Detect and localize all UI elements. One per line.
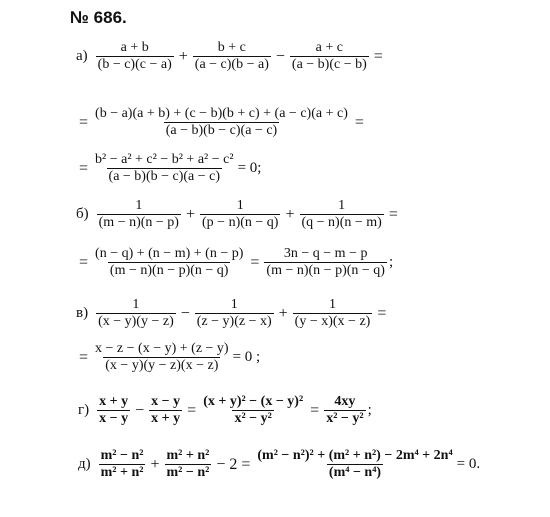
fraction: $\frac{1}{(p - n)(n - q)}$ — [202, 198, 279, 230]
fraction: $\frac{\text{(m² − n²)² + (m² + n²) − 2m⁴ + 2n⁴}}{\text{(m⁴ − n⁴)}}$ — [257, 448, 453, 480]
part-b-line-2 — [76, 246, 393, 279]
result-text: ; — [388, 254, 394, 270]
part-b-label: б) — [76, 206, 89, 222]
part-b-line-1 — [76, 198, 401, 231]
result-text: ; — [367, 402, 372, 418]
operator: − — [275, 47, 285, 65]
equals-sign: = — [79, 113, 89, 131]
part-a-label: а) — [76, 48, 88, 64]
fraction: $\frac{(b - a)(a + b) + (c - b)(b + c) + (a - c)(a + c)}{(a - b)(b - c)(a - c)}$ — [95, 106, 348, 138]
part-v-label: в) — [76, 305, 89, 321]
fraction: $\frac{3n - q - m - p}{(m - n)(n - p)(n - q)}$ — [266, 246, 385, 278]
fraction: $\frac{4xy}{\text{x² − y²}}$ — [326, 394, 364, 426]
part-v-line-2 — [76, 341, 260, 374]
fraction: $\frac{\text{m² + n²}}{\text{m² − n²}}$ — [166, 448, 210, 480]
fraction: $\frac{\text{(x + y)² − (x − y)²}}{\text{x² − y²}}$ — [203, 394, 304, 426]
fraction: $\frac{1}{(q - n)(n - m)}$ — [301, 198, 382, 230]
equals-sign: = — [373, 47, 383, 65]
equals-sign: = — [187, 401, 197, 419]
operator: + — [285, 205, 295, 223]
equals-sign: = — [79, 253, 89, 271]
fraction: $\frac{x - z - (x - y) + (z - y)}{(x - y)(y - z)(x - z)}$ — [95, 341, 229, 373]
problem-number: № 686. — [70, 8, 127, 27]
result-text: = 0; — [237, 160, 262, 176]
equals-sign: = — [354, 113, 364, 131]
fraction: $\frac{a + b}{(b - c)(c - a)}$ — [97, 40, 172, 72]
equals-sign: = — [79, 159, 89, 177]
part-a-line-3 — [76, 152, 261, 185]
part-d-line — [78, 448, 480, 481]
part-a-line-1 — [76, 40, 386, 73]
operator: − 2 = — [216, 455, 251, 473]
part-g-line — [78, 394, 372, 427]
equals-sign: = — [79, 348, 89, 366]
result-text: = 0 ; — [232, 349, 261, 365]
part-a-line-2 — [76, 106, 367, 139]
operator: − — [135, 401, 145, 419]
fraction: $\frac{1}{(z - y)(z - x)}$ — [196, 297, 272, 329]
operator: + — [150, 455, 160, 473]
equals-sign: = — [377, 304, 387, 322]
operator: + — [178, 47, 188, 65]
fraction: $\frac{1}{(y - x)(x - z)}$ — [294, 297, 371, 329]
fraction: $\frac{x + y}{x - y}$ — [99, 394, 129, 426]
fraction: $\frac{(n - q) + (n - m) + (n - p)}{(m - n)(n - p)(n - q)}$ — [95, 246, 244, 278]
equals-sign: = — [310, 401, 320, 419]
equals-sign: = — [250, 253, 260, 271]
part-d-label: д) — [78, 456, 91, 472]
operator: + — [278, 304, 288, 322]
fraction: $\frac{\text{b² − a² + c² − b² + a² − c²}}{(a - b)(b - c)(a - c)}$ — [95, 152, 234, 184]
part-v-line-1 — [76, 297, 389, 330]
equals-sign: = — [388, 205, 398, 223]
fraction: $\frac{1}{(x - y)(y - z)}$ — [98, 297, 174, 329]
operator: + — [185, 205, 196, 223]
fraction: $\frac{b + c}{(a - c)(b - a)}$ — [194, 40, 269, 72]
fraction: $\frac{\text{m² − n²}}{\text{m² + n²}}$ — [100, 448, 144, 480]
fraction: $\frac{1}{(m - n)(n - p)}$ — [98, 198, 179, 230]
result-text: = 0. — [456, 456, 481, 472]
operator: − — [180, 304, 190, 322]
fraction: $\frac{a + c}{(a - b)(c - b)}$ — [291, 40, 367, 72]
fraction: $\frac{x - y}{x + y}$ — [151, 394, 181, 426]
part-g-label: г) — [78, 402, 90, 418]
